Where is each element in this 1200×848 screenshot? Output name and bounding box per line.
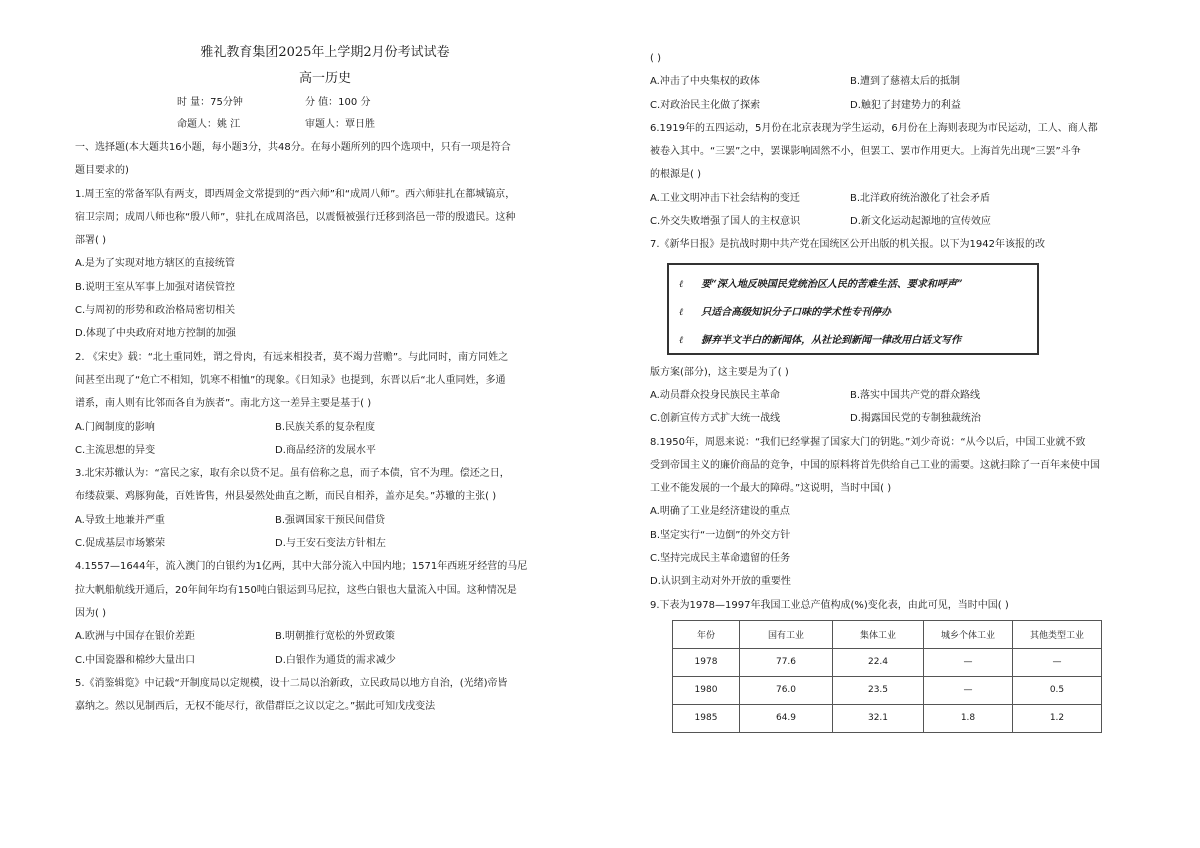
newspaper-reform-box xyxy=(667,263,1039,355)
options-row xyxy=(650,384,1110,407)
table-header: 国有工业 xyxy=(740,620,833,648)
option-b[interactable]: B.说明王室从军事上加强对诸侯管控 xyxy=(75,281,236,293)
option-b[interactable]: B.北洋政府统治激化了社会矛盾 xyxy=(850,192,991,204)
table-cell: 1.2 xyxy=(1013,704,1102,732)
option-a[interactable]: A.明确了工业是经济建设的重点 xyxy=(650,506,790,518)
right-column xyxy=(650,47,1110,733)
table-header-row xyxy=(673,620,1102,648)
option-a[interactable]: A.导致土地兼并严重 xyxy=(75,514,165,526)
bullet-icon: ℓ xyxy=(679,306,684,318)
option-b[interactable]: B.遭到了慈禧太后的抵制 xyxy=(850,76,961,88)
section-heading-cont: 题目要求的) xyxy=(75,165,129,177)
table-row xyxy=(673,704,1102,732)
question-line: 7.《新华日报》是抗战时期中共产党在国统区公开出版的机关报。以下为1942年该报的改 xyxy=(650,239,1045,251)
option-b[interactable]: B.落实中国共产党的群众路线 xyxy=(850,389,981,401)
option-c[interactable]: C.与周初的形势和政治格局密切相关 xyxy=(75,305,236,317)
table-cell: 77.6 xyxy=(740,648,833,676)
question-1 xyxy=(75,183,575,346)
option-a[interactable]: A.工业文明冲击下社会结构的变迁 xyxy=(650,192,800,204)
industry-output-table xyxy=(672,620,1102,733)
question-line: 因为( ) xyxy=(75,607,106,619)
option-c[interactable]: C.对政治民主化做了探索 xyxy=(650,99,761,111)
options-row xyxy=(75,625,575,648)
option-d[interactable]: D.体现了中央政府对地方控制的加强 xyxy=(75,328,236,340)
question-line: 4.1557—1644年，流入澳门的白银约为1亿两，其中大部分流入中国内地；1571年西班牙经营的马尼 xyxy=(75,561,528,573)
table-cell: 32.1 xyxy=(833,704,924,732)
question-line: 被卷入其中。“三罢”之中，罢课影响固然不小，但罢工、罢市作用更大。上海首先出现“三罢”斗争 xyxy=(650,146,1081,158)
option-b[interactable]: B.坚定实行“一边倒”的外交方针 xyxy=(650,529,791,541)
question-line: 2. 《宋史》载：“北土重同姓，谓之骨肉，有远来相投者，莫不竭力营赡”。与此同时，南方同姓之 xyxy=(75,351,509,363)
question-line: 6.1919年的五四运动，5月份在北京表现为学生运动，6月份在上海则表现为市民运动，工人、商人都 xyxy=(650,122,1098,134)
table-cell: 1.8 xyxy=(924,704,1013,732)
options-row xyxy=(75,649,575,672)
exam-time: 时 量：75分钟 xyxy=(177,97,243,108)
exam-subject: 高一历史 xyxy=(298,71,351,86)
table-cell: — xyxy=(924,648,1013,676)
options-row xyxy=(75,509,575,532)
exam-author: 命题人：姚 江 xyxy=(177,119,241,130)
box-line-2: ℓ 只适合高级知识分子口味的学术性专刊停办 xyxy=(679,306,892,318)
options-row xyxy=(650,407,1110,430)
question-line: 谱系，南人则有比邻而各自为族者”。南北方这一差异主要是基于( ) xyxy=(75,398,372,410)
option-b[interactable]: B.明朝推行宽松的外贸政策 xyxy=(275,631,396,643)
exam-meta-row-2 xyxy=(75,114,575,136)
box-line-3: ℓ 摒弃半文半白的新闻体，从社论到新闻一律改用白话文写作 xyxy=(679,334,962,346)
question-line: 受到帝国主义的廉价商品的竞争，中国的原料将首先供给自己工业的需要。这就扫除了一百年来使中国 xyxy=(650,459,1100,471)
option-d[interactable]: D.与王安石变法方针相左 xyxy=(275,538,386,550)
option-c[interactable]: C.创新宣传方式扩大统一战线 xyxy=(650,413,781,425)
section-heading: 一、选择题(本大题共16小题，每小题3分，共48分。在每小题所列的四个选项中，只有一项是符合 xyxy=(75,142,511,153)
question-line: 3.北宋苏辙认为：“富民之家，取有余以贷不足。虽有倍称之息，而子本债，官不为理。偿还之日， xyxy=(75,468,510,480)
question-line: 部署( ) xyxy=(75,235,106,247)
exam-meta-row-1 xyxy=(75,92,575,114)
option-d[interactable]: D.触犯了封建势力的利益 xyxy=(850,99,961,111)
table-cell: 23.5 xyxy=(833,676,924,704)
option-c[interactable]: C.中国瓷器和棉纱大量出口 xyxy=(75,654,196,666)
options-row xyxy=(650,94,1110,117)
option-a[interactable]: A.动员群众投身民族民主革命 xyxy=(650,389,780,401)
options-row xyxy=(75,532,575,555)
question-line: 布缕菽粟、鸡豚狗彘，百姓皆售，州县晏然处曲直之断，而民自相养，盖亦足矣。”苏辙的主张( ) xyxy=(75,491,497,503)
option-a[interactable]: A.是为了实现对地方辖区的直接统管 xyxy=(75,258,235,270)
question-7 xyxy=(650,233,1110,430)
bullet-icon: ℓ xyxy=(679,334,684,346)
question-line: 间甚至出现了“危亡不相知，饥寒不相恤”的现象。《日知录》也提到，东晋以后“北人重同姓，多通 xyxy=(75,374,506,386)
table-header: 集体工业 xyxy=(833,620,924,648)
table-header: 其他类型工业 xyxy=(1013,620,1102,648)
option-d[interactable]: D.认识到主动对外开放的重要性 xyxy=(650,576,791,588)
option-c[interactable]: C.坚持完成民主革命遗留的任务 xyxy=(650,553,791,565)
exam-reviewer: 审题人：覃日胜 xyxy=(305,119,375,130)
question-9 xyxy=(650,594,1110,733)
table-cell: 1980 xyxy=(673,676,740,704)
question-8 xyxy=(650,431,1110,594)
question-line: 5.《消鉴辑览》中记载“开制度局以定规模，设十二局以治新政，立民政局以地方自治，(光绪)帝皆 xyxy=(75,677,508,689)
table-row xyxy=(673,648,1102,676)
options-row xyxy=(75,439,575,462)
question-line: 嘉纳之。然以见制西后，无权不能尽行，欲借群臣之议以定之。”据此可知戊戌变法 xyxy=(75,701,436,713)
table-cell: 64.9 xyxy=(740,704,833,732)
table-cell: — xyxy=(1013,648,1102,676)
question-5-answer-paren: ( ) xyxy=(650,53,661,64)
question-4 xyxy=(75,555,575,671)
table-cell: 0.5 xyxy=(1013,676,1102,704)
question-line: 宿卫宗周；成周八师也称“殷八师”，驻扎在成周洛邑，以震慑被强行迁移到洛邑一带的殷遗民。这种 xyxy=(75,211,516,223)
table-row xyxy=(673,676,1102,704)
table-header: 城乡个体工业 xyxy=(924,620,1013,648)
option-d[interactable]: D.商品经济的发展水平 xyxy=(275,444,376,456)
option-d[interactable]: D.揭露国民党的专制独裁统治 xyxy=(850,413,981,425)
question-line: 拉大帆船航线开通后，20年间年均有150吨白银运到马尼拉，这些白银也大量流入中国。这种情况是 xyxy=(75,584,517,596)
question-line: 工业不能发展的一个最大的障碍。”这说明，当时中国( ) xyxy=(650,483,892,495)
exam-title: 雅礼教育集团2025年上学期2月份考试试卷 xyxy=(200,45,450,60)
question-6 xyxy=(650,117,1110,233)
question-2 xyxy=(75,346,575,462)
table-header: 年份 xyxy=(673,620,740,648)
table-cell: 76.0 xyxy=(740,676,833,704)
question-3 xyxy=(75,462,575,555)
option-c[interactable]: C.外交失败增强了国人的主权意识 xyxy=(650,216,801,228)
option-d[interactable]: D.新文化运动起源地的宣传效应 xyxy=(850,216,991,228)
exam-score: 分 值：100 分 xyxy=(305,97,371,108)
options-row xyxy=(650,210,1110,233)
options-row xyxy=(650,187,1110,210)
question-line: 1.周王室的常备军队有两支，即西周金文常提到的“西六师”和“成周八师”。西六师驻扎在都城镐京， xyxy=(75,188,516,200)
option-a[interactable]: A.门阀制度的影响 xyxy=(75,421,155,433)
option-c[interactable]: C.主流思想的异变 xyxy=(75,444,156,456)
question-line: 9.下表为1978—1997年我国工业总产值构成(%)变化表，由此可见，当时中国( ) xyxy=(650,599,1009,611)
table-cell: — xyxy=(924,676,1013,704)
option-a[interactable]: A.欧洲与中国存在银价差距 xyxy=(75,631,195,643)
option-a[interactable]: A.冲击了中央集权的政体 xyxy=(650,76,760,88)
table-cell: 1978 xyxy=(673,648,740,676)
box-line-1: ℓ 要“深入地反映国民党统治区人民的苦难生活、要求和呼声” xyxy=(679,278,963,290)
option-d[interactable]: D.白银作为通货的需求减少 xyxy=(275,654,396,666)
question-line: 8.1950年，周恩来说：“我们已经掌握了国家大门的钥匙。”刘少奇说：“从今以后，中国工业就不致 xyxy=(650,436,1086,448)
bullet-icon: ℓ xyxy=(679,278,684,290)
question-line: 版方案(部分)，这主要是为了( ) xyxy=(650,366,789,378)
table-cell: 22.4 xyxy=(833,648,924,676)
option-b[interactable]: B.强调国家干预民间借贷 xyxy=(275,514,386,526)
question-line: 的根源是( ) xyxy=(650,169,701,181)
left-column xyxy=(75,40,575,718)
table-cell: 1985 xyxy=(673,704,740,732)
question-5 xyxy=(75,672,575,719)
option-c[interactable]: C.促成基层市场繁荣 xyxy=(75,538,166,550)
option-b[interactable]: B.民族关系的复杂程度 xyxy=(275,421,376,433)
options-row xyxy=(75,416,575,439)
options-row xyxy=(650,70,1110,93)
